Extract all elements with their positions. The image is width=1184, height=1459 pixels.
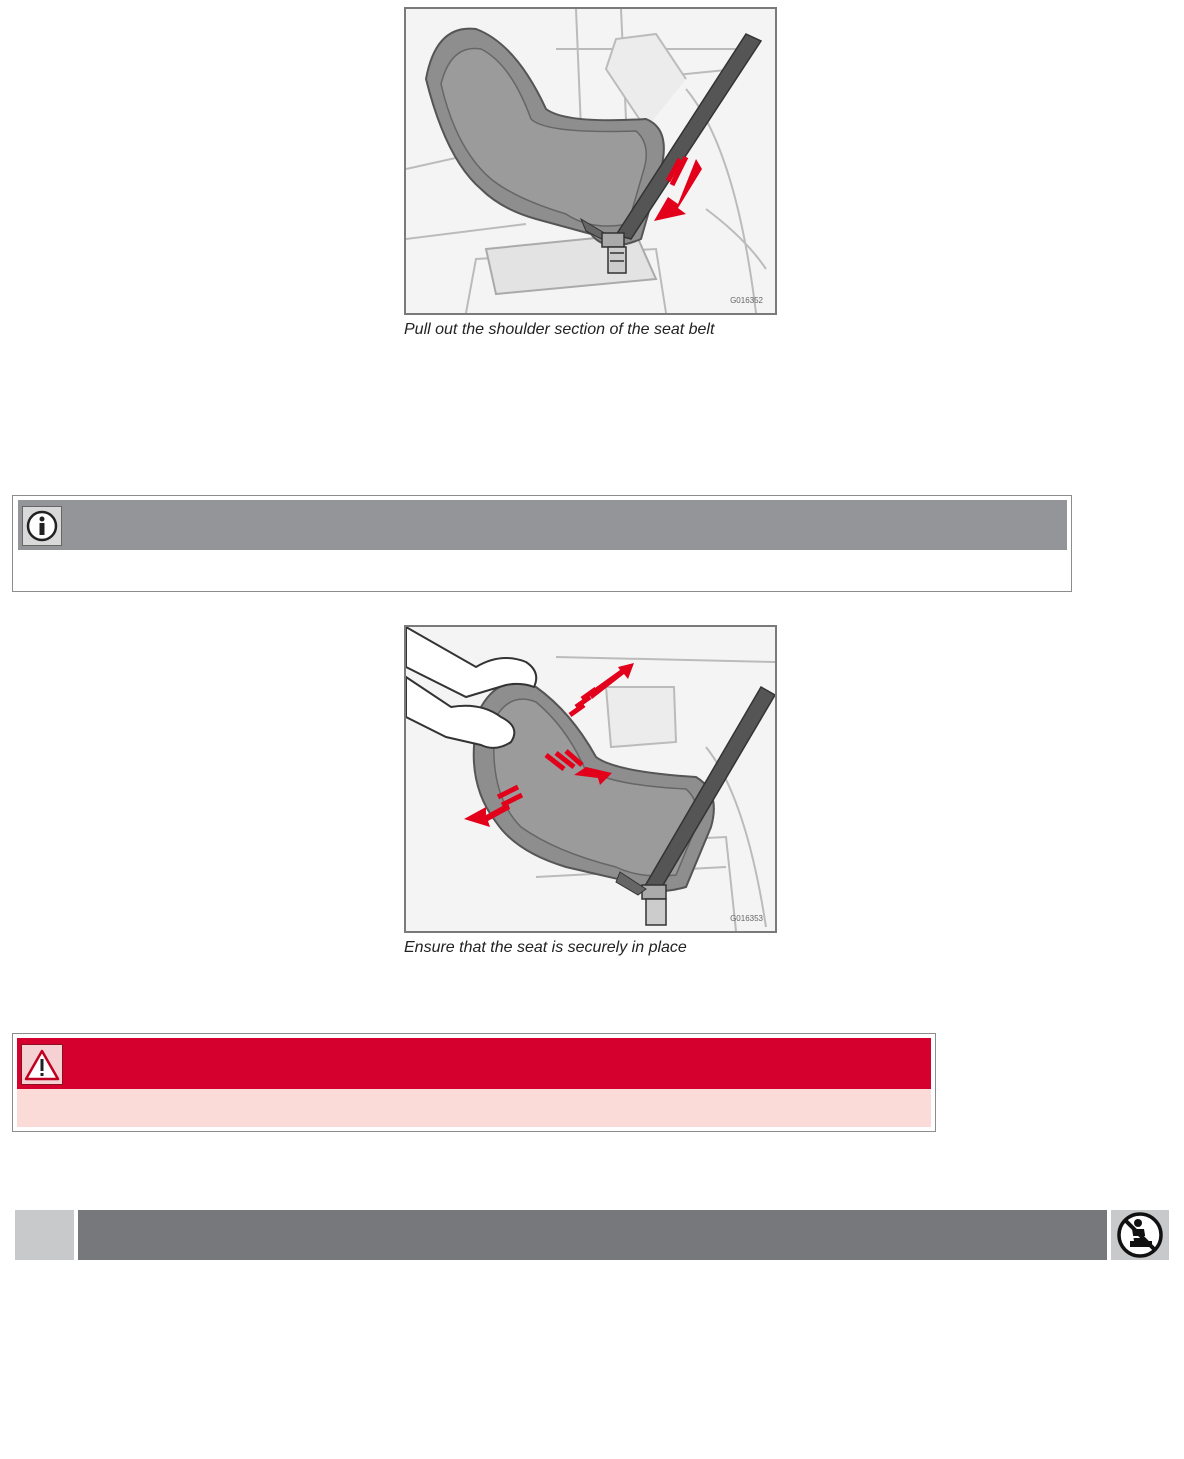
figure-seat-secure <box>404 625 777 957</box>
child-seat-belt-illustration <box>406 9 775 313</box>
illustration-frame <box>404 7 777 315</box>
section-icon-box <box>1111 1210 1169 1260</box>
figure-code: G016353 <box>730 914 763 923</box>
illustration-frame <box>404 625 777 933</box>
section-tab <box>15 1210 74 1260</box>
note-header <box>18 500 1067 550</box>
child-seat-prohibited-icon <box>1116 1211 1164 1259</box>
warning-body <box>17 1089 931 1127</box>
section-title-bar <box>78 1210 1107 1260</box>
figure-caption: Pull out the shoulder section of the seat belt <box>404 321 715 338</box>
info-icon <box>22 506 62 546</box>
warning-header <box>17 1038 931 1089</box>
child-seat-check-illustration <box>406 627 775 931</box>
warning-triangle-icon <box>21 1044 63 1085</box>
note-box <box>12 495 1072 592</box>
warning-box <box>12 1033 936 1132</box>
figure-caption: Ensure that the seat is securely in place <box>404 939 687 956</box>
figure-pull-seat-belt <box>404 7 777 339</box>
figure-code: G016352 <box>730 296 763 305</box>
